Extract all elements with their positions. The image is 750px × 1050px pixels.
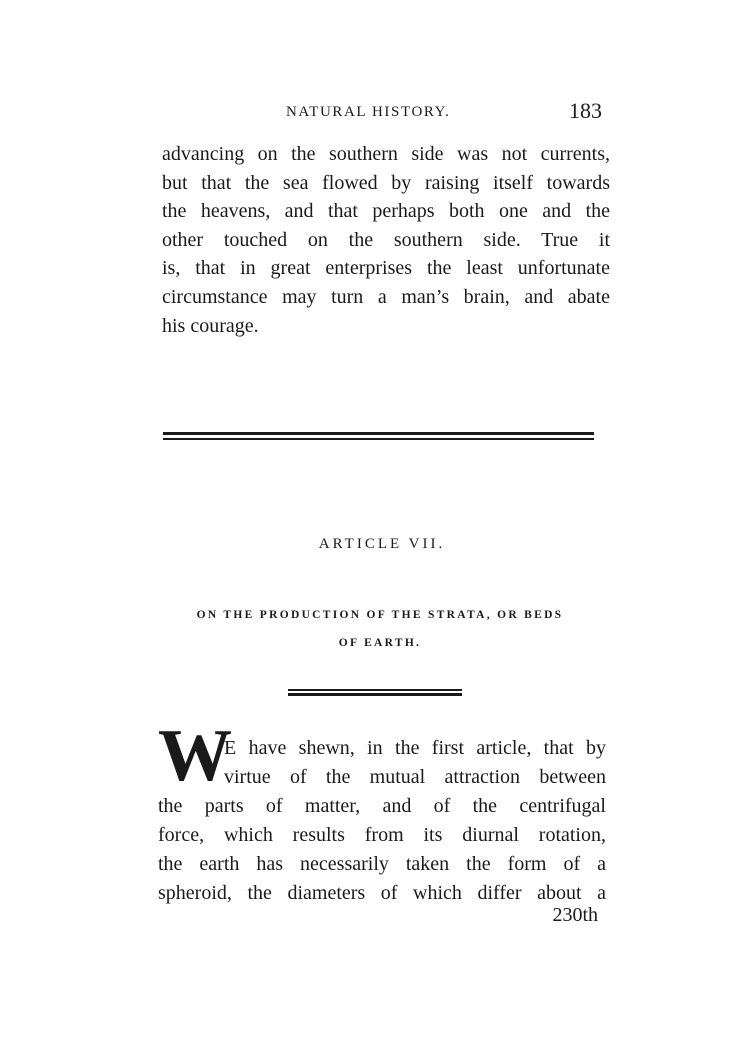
text-line: his courage. xyxy=(162,314,259,337)
divider-thick-line xyxy=(163,432,594,435)
section-divider-rule xyxy=(163,432,594,442)
catchword: 230th xyxy=(552,904,598,926)
text-line: force, which results from its diurnal rotation, xyxy=(158,824,606,846)
divider-thin-line xyxy=(163,438,594,440)
subtitle-divider-rule xyxy=(288,689,462,697)
subtitle-line: OF EARTH. xyxy=(338,637,422,649)
text-line: other touched on the southern side. True it xyxy=(162,228,610,251)
text-line: spheroid, the diameters of which differ about a xyxy=(158,882,606,904)
text-line: advancing on the southern side was not currents, xyxy=(162,143,610,165)
text-line: the parts of matter, and of the centrifugal xyxy=(158,795,606,817)
divider-thin-line xyxy=(288,689,462,691)
drop-cap: W xyxy=(158,715,228,797)
continued-paragraph xyxy=(162,140,610,340)
article-subtitle xyxy=(150,601,610,657)
page-number: 183 xyxy=(569,98,602,123)
text-line: but that the sea flowed by raising itself towards xyxy=(162,171,610,194)
text-line: the earth has necessarily taken the form of a xyxy=(158,853,606,875)
running-title: NATURAL HISTORY. xyxy=(286,104,451,120)
divider-thick-line xyxy=(288,693,462,696)
subtitle-line: ON THE PRODUCTION OF THE STRATA, OR BEDS xyxy=(196,609,564,621)
text-line: virtue of the mutual attraction between xyxy=(224,766,606,788)
running-head xyxy=(160,100,606,130)
text-line: the heavens, and that perhaps both one and the xyxy=(162,200,610,223)
article-heading: ARTICLE VII. xyxy=(318,536,446,552)
article-paragraph xyxy=(158,734,606,908)
text-line: E have shewn, in the first article, that by xyxy=(224,737,606,759)
text-line: is, that in great enterprises the least unfortunate xyxy=(162,257,610,280)
text-line: circumstance may turn a man’s brain, and abate xyxy=(162,285,610,308)
